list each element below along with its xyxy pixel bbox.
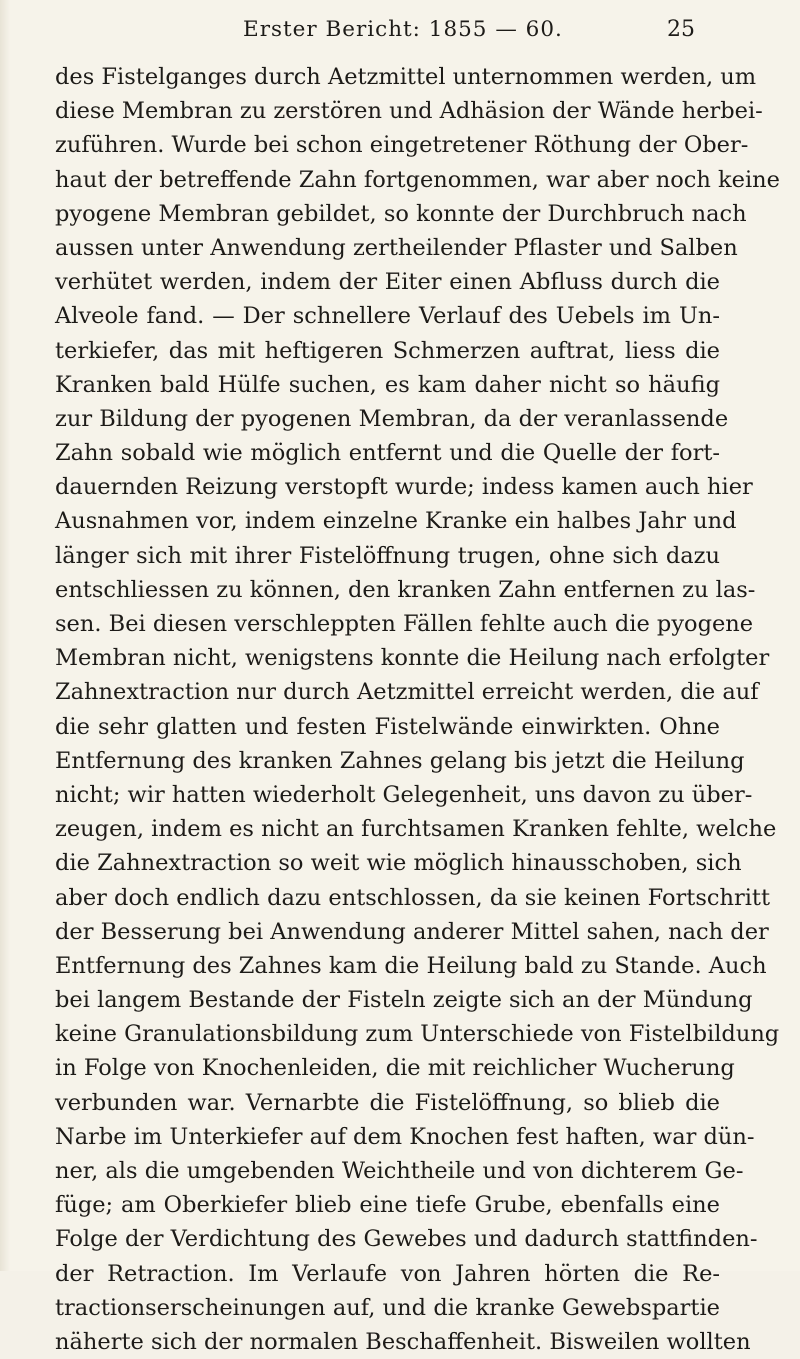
page-edge-shadow — [0, 0, 10, 1271]
text-line: verbunden war. Vernarbte die Fistelöffnung, so blieb die — [55, 1089, 720, 1116]
text-line: die Zahnextraction so weit wie möglich hinausschoben, sich — [55, 850, 742, 877]
text-line: aussen unter Anwendung zertheilender Pflaster und Salben — [55, 234, 738, 261]
text-line: der Besserung bei Anwendung anderer Mittel sahen, nach der — [55, 918, 769, 945]
text-line: diese Membran zu zerstören und Adhäsion der Wände herbei- — [55, 98, 763, 125]
text-line: Folge der Verdichtung des Gewebes und dadurch stattfinden- — [55, 1226, 758, 1253]
text-line: Zahnextraction nur durch Aetzmittel erreicht werden, die auf — [55, 679, 759, 706]
text-line: ner, als die umgebenden Weichtheile und von dichterem Ge- — [55, 1158, 744, 1184]
text-line: zur Bildung der pyogenen Membran, da der veranlassende — [55, 405, 729, 432]
text-line: Entfernung des Zahnes kam die Heilung bald zu Stande. Auch — [55, 952, 767, 979]
text-line: pyogene Membran gebildet, so konnte der Durchbruch nach — [55, 200, 747, 227]
text-line: Kranken bald Hülfe suchen, es kam daher nicht so häufig — [55, 371, 720, 398]
text-line: sen. Bei diesen verschleppten Fällen fehlte auch die pyogene — [55, 611, 754, 637]
text-line: der Retraction. Im Verlaufe von Jahren hörten die Re- — [55, 1260, 720, 1287]
text-line: näherte sich der normalen Beschaffenheit. Bisweilen wollten — [55, 1328, 751, 1355]
text-line: terkiefer, das mit heftigeren Schmerzen auftrat, liess die — [55, 337, 720, 364]
text-line: bei langem Bestande der Fisteln zeigte sich an der Mündung — [55, 987, 753, 1014]
text-line: des Fistelganges durch Aetzmittel unternommen werden, um — [55, 64, 757, 90]
text-line: entschliessen zu können, den kranken Zahn entfernen zu las- — [55, 576, 756, 603]
text-line: Ausnahmen vor, indem einzelne Kranke ein halbes Jahr und — [55, 508, 737, 535]
page-number: 25 — [667, 17, 695, 42]
text-line: nicht; wir hatten wiederholt Gelegenheit, uns davon zu über- — [55, 781, 753, 808]
text-line: keine Granulationsbildung zum Unterschiede von Fistelbildung — [55, 1021, 780, 1048]
text-line: Zahn sobald wie möglich entfernt und die Quelle der fort- — [55, 440, 720, 467]
text-line: länger sich mit ihrer Fistelöffnung trugen, ohne sich dazu — [55, 542, 720, 569]
body-text — [55, 60, 780, 1359]
text-line: zuführen. Wurde bei schon eingetretener Röthung der Ober- — [55, 132, 749, 159]
text-line: verhütet werden, indem der Eiter einen Abfluss durch die — [55, 269, 720, 296]
text-line: in Folge von Knochenleiden, die mit reichlicher Wucherung — [55, 1055, 735, 1082]
text-line: Entfernung des kranken Zahnes gelang bis jetzt die Heilung — [55, 747, 745, 774]
text-line: aber doch endlich dazu entschlossen, da sie keinen Fortschritt — [55, 884, 771, 911]
text-line: Membran nicht, wenigstens konnte die Heilung nach erfolgter — [55, 645, 770, 672]
text-line: die sehr glatten und festen Fistelwände einwirkten. Ohne — [55, 713, 720, 740]
text-line: füge; am Oberkiefer blieb eine tiefe Grube, ebenfalls eine — [55, 1192, 720, 1219]
text-line: tractionserscheinungen auf, und die kranke Gewebspartie — [55, 1294, 720, 1321]
text-line: dauernden Reizung verstopft wurde; indess kamen auch hier — [55, 474, 753, 501]
text-line: haut der betreffende Zahn fortgenommen, war aber noch keine — [55, 166, 780, 193]
text-line: Alveole fand. — Der schnellere Verlauf des Uebels im Un- — [55, 303, 720, 330]
running-head: Erster Bericht: 1855 — 60. — [243, 17, 563, 42]
text-line: zeugen, indem es nicht an furchtsamen Kranken fehlte, welche — [55, 816, 777, 843]
text-line: Narbe im Unterkiefer auf dem Knochen fest haften, war dün- — [55, 1123, 755, 1150]
